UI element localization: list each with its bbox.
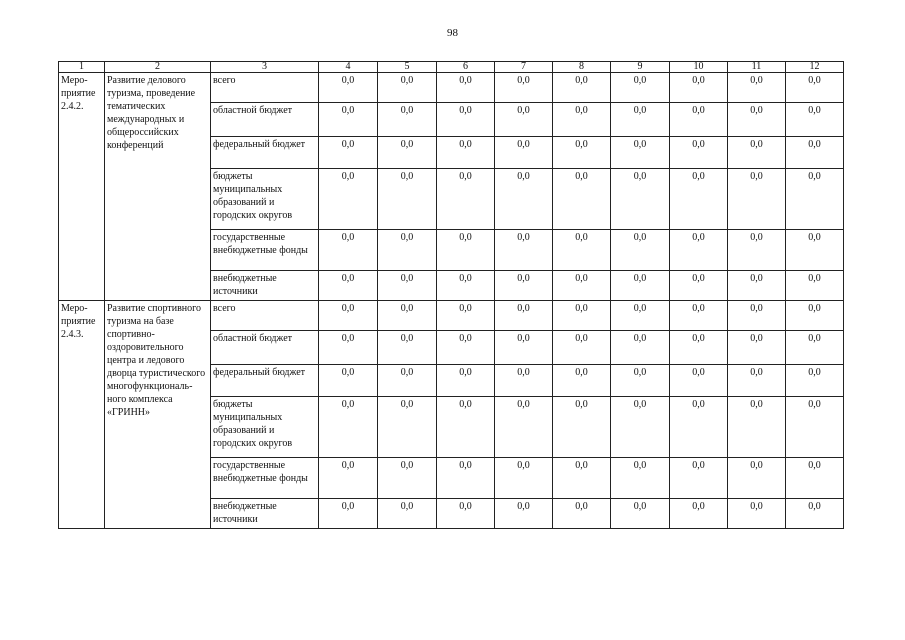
- amount-cell: 0,0: [319, 397, 378, 458]
- amount-cell: 0,0: [553, 331, 611, 365]
- amount-cell: 0,0: [553, 365, 611, 397]
- amount-cell: 0,0: [611, 397, 670, 458]
- funding-source: внебюджетные источники: [211, 271, 319, 301]
- table-row: [59, 301, 844, 331]
- column-header: 4: [319, 62, 378, 73]
- column-header: 9: [611, 62, 670, 73]
- amount-cell: 0,0: [786, 271, 844, 301]
- amount-cell: 0,0: [378, 73, 437, 103]
- amount-cell: 0,0: [611, 458, 670, 499]
- amount-cell: 0,0: [378, 271, 437, 301]
- amount-cell: 0,0: [437, 73, 495, 103]
- amount-cell: 0,0: [495, 169, 553, 230]
- amount-cell: 0,0: [319, 271, 378, 301]
- amount-cell: 0,0: [319, 301, 378, 331]
- amount-cell: 0,0: [378, 103, 437, 137]
- amount-cell: 0,0: [553, 73, 611, 103]
- funding-source: бюджеты муниципальных образований и городских округов: [211, 169, 319, 230]
- amount-cell: 0,0: [378, 169, 437, 230]
- amount-cell: 0,0: [786, 458, 844, 499]
- column-number-row: [59, 62, 844, 73]
- column-header: 5: [378, 62, 437, 73]
- funding-source: федеральный бюджет: [211, 365, 319, 397]
- amount-cell: 0,0: [728, 73, 786, 103]
- activity-code: Меро-приятие 2.4.2.: [59, 73, 105, 301]
- amount-cell: 0,0: [437, 397, 495, 458]
- amount-cell: 0,0: [378, 137, 437, 169]
- column-header: 8: [553, 62, 611, 73]
- amount-cell: 0,0: [670, 73, 728, 103]
- amount-cell: 0,0: [378, 331, 437, 365]
- amount-cell: 0,0: [495, 103, 553, 137]
- amount-cell: 0,0: [786, 137, 844, 169]
- column-header: 12: [786, 62, 844, 73]
- table-body: [59, 73, 844, 529]
- activity-code: Меро-приятие 2.4.3.: [59, 301, 105, 529]
- amount-cell: 0,0: [378, 397, 437, 458]
- amount-cell: 0,0: [670, 397, 728, 458]
- activity-title: Развитие делового туризма, проведение тематических международных и общероссийских конференций: [105, 73, 211, 301]
- amount-cell: 0,0: [553, 169, 611, 230]
- amount-cell: 0,0: [437, 137, 495, 169]
- amount-cell: 0,0: [495, 458, 553, 499]
- amount-cell: 0,0: [553, 499, 611, 529]
- amount-cell: 0,0: [786, 397, 844, 458]
- amount-cell: 0,0: [437, 301, 495, 331]
- amount-cell: 0,0: [728, 169, 786, 230]
- amount-cell: 0,0: [495, 73, 553, 103]
- amount-cell: 0,0: [495, 230, 553, 271]
- amount-cell: 0,0: [437, 169, 495, 230]
- amount-cell: 0,0: [495, 397, 553, 458]
- amount-cell: 0,0: [786, 230, 844, 271]
- budget-table: [58, 61, 844, 529]
- amount-cell: 0,0: [611, 301, 670, 331]
- amount-cell: 0,0: [319, 169, 378, 230]
- column-header: 7: [495, 62, 553, 73]
- amount-cell: 0,0: [553, 103, 611, 137]
- amount-cell: 0,0: [319, 331, 378, 365]
- amount-cell: 0,0: [437, 230, 495, 271]
- amount-cell: 0,0: [728, 365, 786, 397]
- amount-cell: 0,0: [786, 169, 844, 230]
- amount-cell: 0,0: [495, 331, 553, 365]
- amount-cell: 0,0: [670, 331, 728, 365]
- amount-cell: 0,0: [378, 499, 437, 529]
- amount-cell: 0,0: [670, 499, 728, 529]
- funding-source: областной бюджет: [211, 331, 319, 365]
- amount-cell: 0,0: [611, 103, 670, 137]
- amount-cell: 0,0: [611, 499, 670, 529]
- amount-cell: 0,0: [319, 458, 378, 499]
- amount-cell: 0,0: [437, 365, 495, 397]
- amount-cell: 0,0: [611, 331, 670, 365]
- amount-cell: 0,0: [553, 271, 611, 301]
- amount-cell: 0,0: [437, 331, 495, 365]
- column-header: 11: [728, 62, 786, 73]
- amount-cell: 0,0: [728, 458, 786, 499]
- amount-cell: 0,0: [319, 499, 378, 529]
- funding-source: федеральный бюджет: [211, 137, 319, 169]
- page-number: 98: [447, 27, 458, 39]
- funding-source: государственные внебюджетные фонды: [211, 230, 319, 271]
- column-header: 6: [437, 62, 495, 73]
- activity-title: Развитие спортивного туризма на базе спортивно-оздоровительного центра и ледового дворца туристического многофункциональ-ного комплекса «ГРИНН»: [105, 301, 211, 529]
- amount-cell: 0,0: [670, 169, 728, 230]
- amount-cell: 0,0: [786, 103, 844, 137]
- column-header: 10: [670, 62, 728, 73]
- amount-cell: 0,0: [670, 230, 728, 271]
- amount-cell: 0,0: [611, 271, 670, 301]
- amount-cell: 0,0: [437, 458, 495, 499]
- amount-cell: 0,0: [495, 271, 553, 301]
- funding-source: всего: [211, 301, 319, 331]
- funding-source: всего: [211, 73, 319, 103]
- amount-cell: 0,0: [319, 73, 378, 103]
- column-header: 2: [105, 62, 211, 73]
- amount-cell: 0,0: [611, 137, 670, 169]
- amount-cell: 0,0: [786, 73, 844, 103]
- funding-source: государственные внебюджетные фонды: [211, 458, 319, 499]
- amount-cell: 0,0: [611, 365, 670, 397]
- column-header: 3: [211, 62, 319, 73]
- amount-cell: 0,0: [495, 301, 553, 331]
- amount-cell: 0,0: [670, 458, 728, 499]
- amount-cell: 0,0: [786, 301, 844, 331]
- amount-cell: 0,0: [728, 271, 786, 301]
- amount-cell: 0,0: [553, 301, 611, 331]
- amount-cell: 0,0: [611, 230, 670, 271]
- amount-cell: 0,0: [728, 397, 786, 458]
- amount-cell: 0,0: [670, 365, 728, 397]
- amount-cell: 0,0: [611, 73, 670, 103]
- amount-cell: 0,0: [611, 169, 670, 230]
- amount-cell: 0,0: [786, 365, 844, 397]
- amount-cell: 0,0: [728, 103, 786, 137]
- amount-cell: 0,0: [728, 499, 786, 529]
- amount-cell: 0,0: [553, 137, 611, 169]
- amount-cell: 0,0: [319, 103, 378, 137]
- amount-cell: 0,0: [553, 230, 611, 271]
- amount-cell: 0,0: [319, 230, 378, 271]
- amount-cell: 0,0: [437, 271, 495, 301]
- amount-cell: 0,0: [378, 230, 437, 271]
- amount-cell: 0,0: [319, 365, 378, 397]
- column-header: 1: [59, 62, 105, 73]
- amount-cell: 0,0: [495, 137, 553, 169]
- amount-cell: 0,0: [437, 103, 495, 137]
- table-row: [59, 73, 844, 103]
- amount-cell: 0,0: [786, 499, 844, 529]
- amount-cell: 0,0: [319, 137, 378, 169]
- amount-cell: 0,0: [786, 331, 844, 365]
- amount-cell: 0,0: [378, 301, 437, 331]
- amount-cell: 0,0: [378, 365, 437, 397]
- funding-source: областной бюджет: [211, 103, 319, 137]
- amount-cell: 0,0: [670, 301, 728, 331]
- amount-cell: 0,0: [670, 271, 728, 301]
- amount-cell: 0,0: [553, 397, 611, 458]
- amount-cell: 0,0: [378, 458, 437, 499]
- funding-table: [58, 61, 844, 529]
- amount-cell: 0,0: [728, 331, 786, 365]
- amount-cell: 0,0: [495, 365, 553, 397]
- amount-cell: 0,0: [728, 301, 786, 331]
- funding-source: бюджеты муниципальных образований и городских округов: [211, 397, 319, 458]
- amount-cell: 0,0: [495, 499, 553, 529]
- funding-source: внебюджетные источники: [211, 499, 319, 529]
- amount-cell: 0,0: [553, 458, 611, 499]
- amount-cell: 0,0: [670, 137, 728, 169]
- amount-cell: 0,0: [437, 499, 495, 529]
- amount-cell: 0,0: [728, 137, 786, 169]
- amount-cell: 0,0: [670, 103, 728, 137]
- amount-cell: 0,0: [728, 230, 786, 271]
